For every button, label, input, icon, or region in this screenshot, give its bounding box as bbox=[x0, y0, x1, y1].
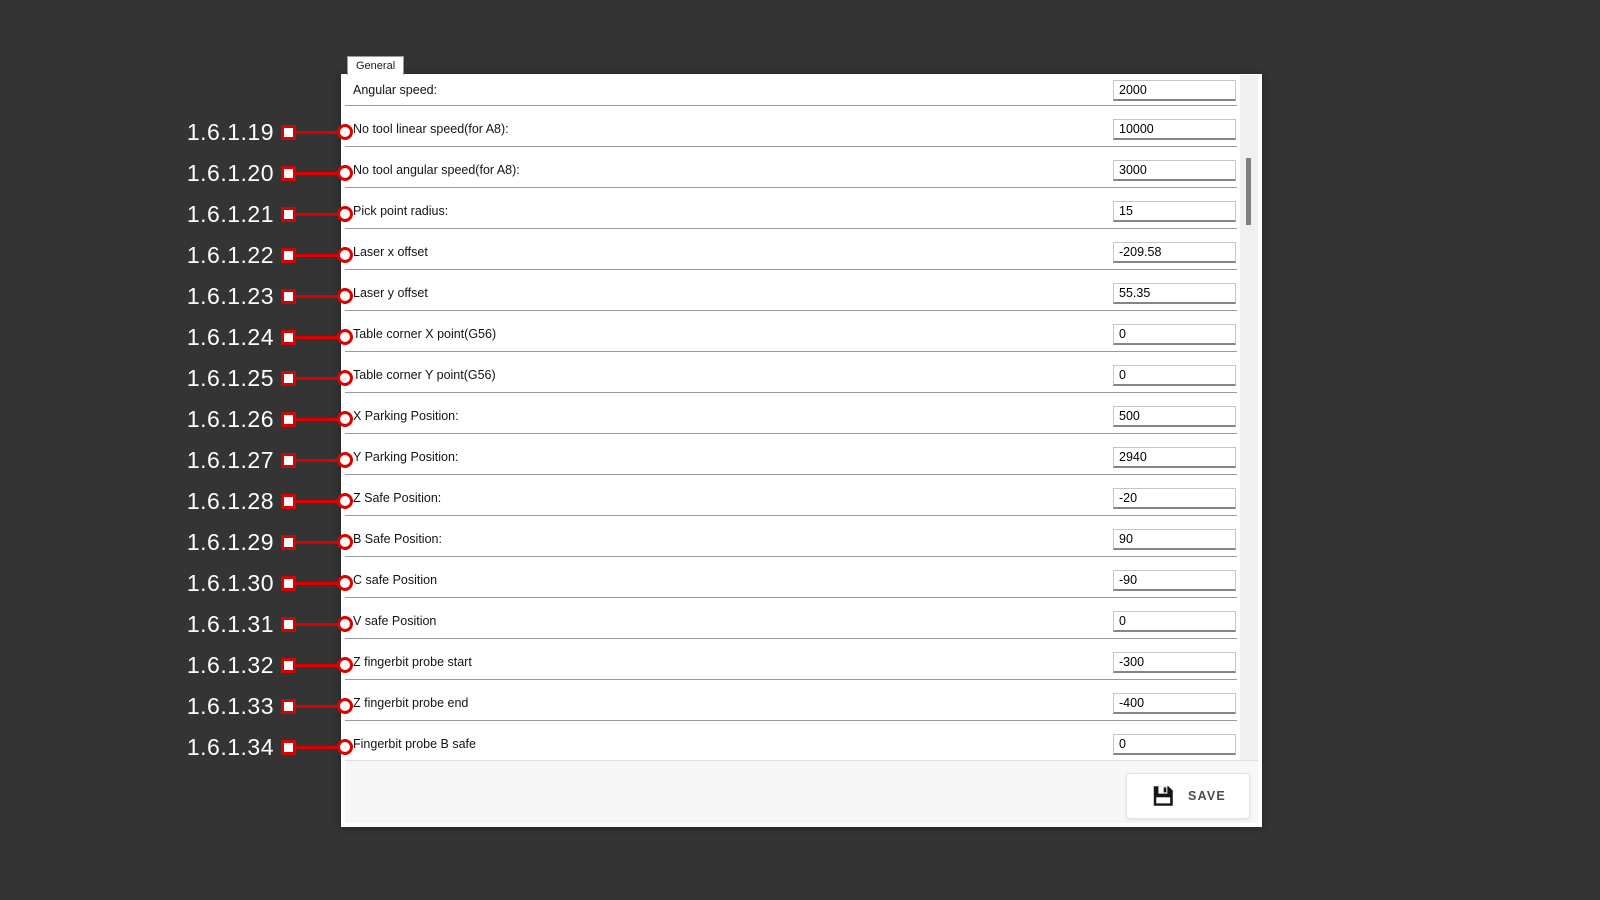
callout-label: 1.6.1.32 bbox=[186, 651, 274, 678]
setting-label: Table corner X point(G56) bbox=[353, 327, 497, 341]
callout-connector-line bbox=[296, 746, 337, 749]
callout-label: 1.6.1.22 bbox=[186, 241, 274, 268]
callout-circle-marker-icon bbox=[337, 165, 353, 181]
setting-label: Y Parking Position: bbox=[353, 450, 459, 464]
setting-input[interactable] bbox=[1113, 283, 1236, 304]
callout bbox=[0, 199, 353, 229]
setting-row bbox=[345, 106, 1237, 147]
setting-row bbox=[345, 721, 1237, 760]
setting-input[interactable] bbox=[1113, 447, 1236, 468]
callout-square-marker-icon bbox=[281, 535, 296, 550]
save-button[interactable] bbox=[1126, 773, 1250, 819]
setting-row bbox=[345, 352, 1237, 393]
setting-input[interactable] bbox=[1113, 201, 1236, 222]
setting-input[interactable] bbox=[1113, 488, 1236, 509]
callout-square-marker-icon bbox=[281, 330, 296, 345]
callout bbox=[0, 322, 353, 352]
tab-general[interactable] bbox=[347, 56, 404, 75]
callout bbox=[0, 650, 353, 680]
setting-row bbox=[345, 680, 1237, 721]
callout-square-marker-icon bbox=[281, 576, 296, 591]
callout-circle-marker-icon bbox=[337, 534, 353, 550]
callout bbox=[0, 732, 353, 762]
callout-connector-line bbox=[296, 664, 337, 667]
setting-label: Laser x offset bbox=[353, 245, 428, 259]
setting-row bbox=[345, 475, 1237, 516]
callout bbox=[0, 281, 353, 311]
setting-row bbox=[345, 557, 1237, 598]
callout-label: 1.6.1.25 bbox=[186, 364, 274, 391]
callout-circle-marker-icon bbox=[337, 329, 353, 345]
callout-connector-line bbox=[296, 582, 337, 585]
callout-circle-marker-icon bbox=[337, 370, 353, 386]
setting-label: Table corner Y point(G56) bbox=[353, 368, 496, 382]
setting-row bbox=[345, 270, 1237, 311]
callout bbox=[0, 445, 353, 475]
panel-footer bbox=[345, 760, 1258, 823]
setting-input[interactable] bbox=[1113, 406, 1236, 427]
callout bbox=[0, 527, 353, 557]
setting-row bbox=[345, 311, 1237, 352]
callout-circle-marker-icon bbox=[337, 411, 353, 427]
callout-square-marker-icon bbox=[281, 699, 296, 714]
settings-panel bbox=[341, 74, 1262, 827]
callout bbox=[0, 158, 353, 188]
floppy-disk-icon bbox=[1150, 783, 1176, 809]
setting-row bbox=[345, 516, 1237, 557]
scrollbar-thumb[interactable] bbox=[1246, 158, 1251, 225]
setting-label: Laser y offset bbox=[353, 286, 428, 300]
callout-square-marker-icon bbox=[281, 494, 296, 509]
setting-label: No tool linear speed(for A8): bbox=[353, 122, 509, 136]
callout-connector-line bbox=[296, 172, 337, 175]
setting-input[interactable] bbox=[1113, 611, 1236, 632]
callout-square-marker-icon bbox=[281, 289, 296, 304]
callout-label: 1.6.1.21 bbox=[186, 200, 274, 227]
setting-input[interactable] bbox=[1113, 160, 1236, 181]
callout-circle-marker-icon bbox=[337, 698, 353, 714]
setting-row bbox=[345, 75, 1237, 106]
tab-general-label: General bbox=[356, 60, 396, 72]
callout-square-marker-icon bbox=[281, 248, 296, 263]
setting-input[interactable] bbox=[1113, 570, 1236, 591]
callout-square-marker-icon bbox=[281, 371, 296, 386]
callout bbox=[0, 363, 353, 393]
setting-label: No tool angular speed(for A8): bbox=[353, 163, 520, 177]
callout-square-marker-icon bbox=[281, 453, 296, 468]
setting-label: Fingerbit probe B safe bbox=[353, 737, 476, 751]
setting-label: Angular speed: bbox=[353, 83, 438, 97]
setting-label: Z fingerbit probe end bbox=[353, 696, 469, 710]
callout bbox=[0, 486, 353, 516]
scrollbar-track[interactable] bbox=[1240, 75, 1258, 760]
callout-label: 1.6.1.26 bbox=[186, 405, 274, 432]
settings-list bbox=[345, 75, 1237, 760]
callout-label: 1.6.1.34 bbox=[186, 733, 274, 760]
callout-label: 1.6.1.33 bbox=[186, 692, 274, 719]
save-button-label: SAVE bbox=[1188, 789, 1226, 803]
setting-row bbox=[345, 639, 1237, 680]
callout-connector-line bbox=[296, 705, 337, 708]
setting-input[interactable] bbox=[1113, 119, 1236, 140]
setting-input[interactable] bbox=[1113, 324, 1236, 345]
callout-label: 1.6.1.30 bbox=[186, 569, 274, 596]
callout-circle-marker-icon bbox=[337, 247, 353, 263]
setting-label: B Safe Position: bbox=[353, 532, 442, 546]
callout-label: 1.6.1.29 bbox=[186, 528, 274, 555]
callout-square-marker-icon bbox=[281, 412, 296, 427]
setting-label: Z fingerbit probe start bbox=[353, 655, 472, 669]
callout-label: 1.6.1.31 bbox=[186, 610, 274, 637]
callout-connector-line bbox=[296, 213, 337, 216]
setting-label: X Parking Position: bbox=[353, 409, 459, 423]
callout-connector-line bbox=[296, 623, 337, 626]
callout-connector-line bbox=[296, 541, 337, 544]
callout-connector-line bbox=[296, 336, 337, 339]
setting-input[interactable] bbox=[1113, 242, 1236, 263]
callout-label: 1.6.1.27 bbox=[186, 446, 274, 473]
setting-input[interactable] bbox=[1113, 80, 1236, 101]
callout-label: 1.6.1.28 bbox=[186, 487, 274, 514]
callout-circle-marker-icon bbox=[337, 493, 353, 509]
setting-row bbox=[345, 598, 1237, 639]
callout-connector-line bbox=[296, 459, 337, 462]
callout bbox=[0, 691, 353, 721]
callout-connector-line bbox=[296, 295, 337, 298]
callout-circle-marker-icon bbox=[337, 739, 353, 755]
setting-label: V safe Position bbox=[353, 614, 437, 628]
callout-circle-marker-icon bbox=[337, 575, 353, 591]
callout bbox=[0, 568, 353, 598]
setting-input[interactable] bbox=[1113, 365, 1236, 386]
setting-input[interactable] bbox=[1113, 529, 1236, 550]
setting-row bbox=[345, 147, 1237, 188]
setting-row bbox=[345, 188, 1237, 229]
setting-input[interactable] bbox=[1113, 734, 1236, 755]
callout-square-marker-icon bbox=[281, 740, 296, 755]
callout-connector-line bbox=[296, 500, 337, 503]
setting-label: Pick point radius: bbox=[353, 204, 449, 218]
callout-circle-marker-icon bbox=[337, 206, 353, 222]
setting-row bbox=[345, 434, 1237, 475]
callout-circle-marker-icon bbox=[337, 452, 353, 468]
callout bbox=[0, 609, 353, 639]
callout-connector-line bbox=[296, 418, 337, 421]
callout-circle-marker-icon bbox=[337, 657, 353, 673]
callout-label: 1.6.1.20 bbox=[186, 159, 274, 186]
callout-label: 1.6.1.24 bbox=[186, 323, 274, 350]
callout-square-marker-icon bbox=[281, 207, 296, 222]
setting-row bbox=[345, 229, 1237, 270]
callout bbox=[0, 240, 353, 270]
setting-label: C safe Position bbox=[353, 573, 438, 587]
callout-square-marker-icon bbox=[281, 617, 296, 632]
callout-circle-marker-icon bbox=[337, 124, 353, 140]
callout-circle-marker-icon bbox=[337, 616, 353, 632]
setting-input[interactable] bbox=[1113, 693, 1236, 714]
callout-label: 1.6.1.23 bbox=[186, 282, 274, 309]
callout-square-marker-icon bbox=[281, 166, 296, 181]
callout-square-marker-icon bbox=[281, 125, 296, 140]
callout-circle-marker-icon bbox=[337, 288, 353, 304]
callout-label: 1.6.1.19 bbox=[186, 118, 274, 145]
callout-connector-line bbox=[296, 131, 337, 134]
setting-row bbox=[345, 393, 1237, 434]
setting-input[interactable] bbox=[1113, 652, 1236, 673]
setting-label: Z Safe Position: bbox=[353, 491, 442, 505]
callout-connector-line bbox=[296, 377, 337, 380]
callout-connector-line bbox=[296, 254, 337, 257]
callout bbox=[0, 404, 353, 434]
callout bbox=[0, 117, 353, 147]
callout-square-marker-icon bbox=[281, 658, 296, 673]
